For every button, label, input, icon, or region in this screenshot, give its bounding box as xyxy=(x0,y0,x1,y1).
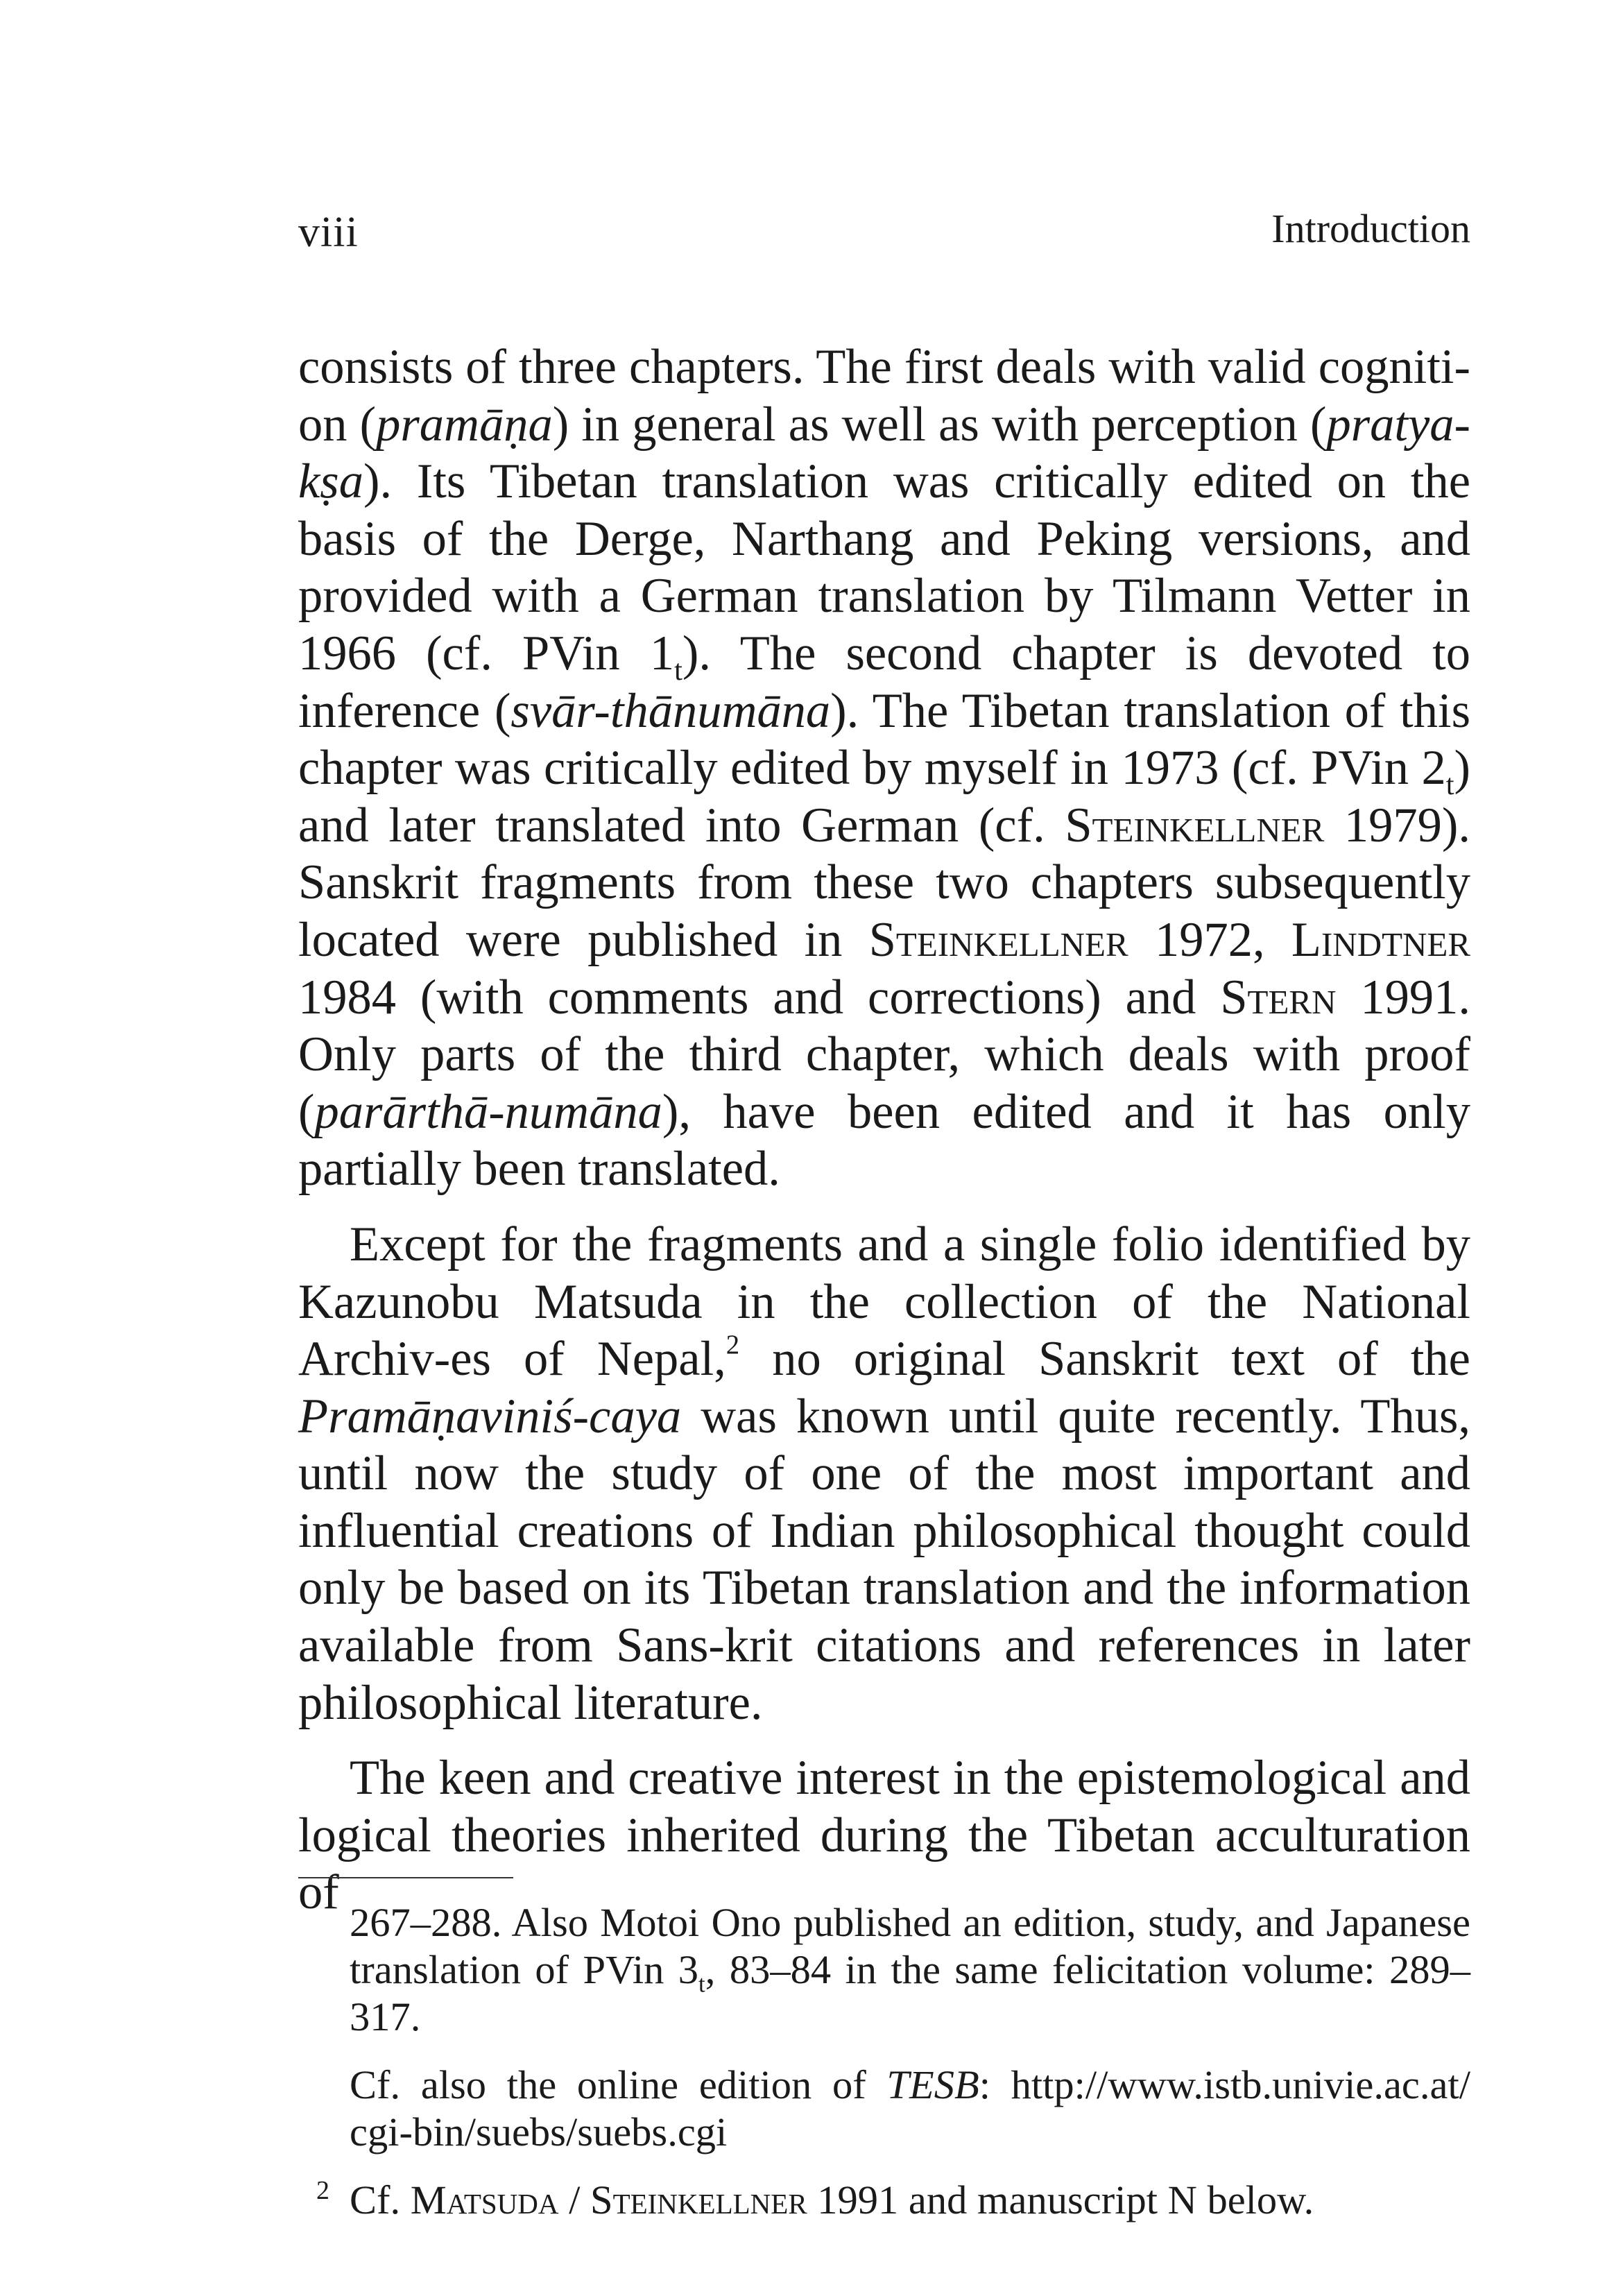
text-run: , 83–84 in the same felicitation volume: 289–317. xyxy=(350,1947,1470,2039)
author-smallcaps: Steinkellner xyxy=(1065,798,1325,853)
page-number: viii xyxy=(298,209,359,256)
author-smallcaps: Steinkellner xyxy=(868,912,1128,967)
running-head xyxy=(298,201,1470,264)
paragraph-2 xyxy=(298,1216,1470,1731)
text-run: The keen and creative interest in the epistemological and logical theories inherited during the Tibetan acculturation of xyxy=(298,1751,1470,1920)
footnote-2 xyxy=(298,2177,1470,2224)
text-run: Except for the fragments and a single folio identified by Kazunobu Matsuda in the collection of the National Archiv-es of Nepal, xyxy=(298,1217,1470,1387)
footnote-rule xyxy=(298,1877,513,1878)
text-run: ) in general as well as with perception ( xyxy=(552,397,1327,452)
text-run: ). The Tibetan translation of this chapter was critically edited by myself in 1973 (cf. PVin 2 xyxy=(298,683,1470,796)
subscript: t xyxy=(1445,769,1454,802)
text-run: : http://www.istb.univie.ac.at/ cgi-bin/suebs/suebs.cgi xyxy=(350,2062,1470,2154)
paragraph-3 xyxy=(298,1749,1470,1921)
author-smallcaps: Steinkellner xyxy=(590,2177,807,2222)
author-smallcaps: Lindtner xyxy=(1291,912,1471,967)
title-italic: TESB xyxy=(886,2062,979,2107)
footnotes xyxy=(298,1899,1470,2224)
text-run: 1991. Only parts of the third chapter, which deals with proof ( xyxy=(298,970,1471,1139)
footnote-ref: 2 xyxy=(725,1330,740,1360)
text-run: 1984 (with comments and corrections) and xyxy=(298,970,1221,1025)
text-run: Cf. xyxy=(350,2177,411,2222)
term-italic: svār-thānumāna xyxy=(510,683,831,738)
text-run: Cf. also the online edition of xyxy=(350,2062,887,2107)
footnote-mark: 2 xyxy=(316,2176,329,2205)
section-title: Introduction xyxy=(1271,206,1470,251)
text-run: ). The second chapter is devoted to inference ( xyxy=(298,626,1470,738)
paragraph-1 xyxy=(298,339,1470,1198)
term-italic: pramāṇa xyxy=(376,397,553,452)
text-run: 1979). Sanskrit fragments from these two chapters subsequently located were published in xyxy=(298,798,1470,967)
main-text xyxy=(298,339,1470,1921)
text-run: 1972, xyxy=(1128,912,1291,967)
text-run: ) and later translated into German (cf. xyxy=(298,741,1470,853)
text-run: 267–288. Also Motoi Ono published an edition, study, and Japanese translation of PVin 3 xyxy=(350,1900,1470,1992)
footnote-continuation-url xyxy=(298,2062,1470,2156)
text-run: consists of three chapters. The first deals with valid cogniti-on ( xyxy=(298,340,1470,452)
text-run: / xyxy=(558,2177,591,2222)
subscript: t xyxy=(698,1970,705,1998)
text-run: ). Its Tibetan translation was critically edited on the basis of the Derge, Narthang and Peking versions, and provided with a German translation by Tilmann Vetter in 1966 (cf. PVin 1 xyxy=(298,454,1470,680)
text-run: was known until quite recently. Thus, until now the study of one of the most important and influential creations of Indian philosophical thought could only be based on its Tibetan translation and the information available from Sans-krit citations and references in later philosophical literature. xyxy=(298,1389,1470,1730)
title-italic: Pramāṇaviniś-caya xyxy=(298,1389,682,1443)
text-run: ), have been edited and it has only partially been translated. xyxy=(298,1084,1470,1197)
subscript: t xyxy=(674,654,682,687)
term-italic: pratya-kṣa xyxy=(298,397,1470,509)
text-run: 1991 and manuscript N below. xyxy=(807,2177,1314,2222)
author-smallcaps: Stern xyxy=(1220,970,1337,1025)
footnote-continuation xyxy=(298,1899,1470,2041)
term-italic: parārthā-numāna xyxy=(314,1084,662,1139)
author-smallcaps: Matsuda xyxy=(410,2177,559,2222)
text-run: no original Sanskrit text of the xyxy=(739,1332,1470,1387)
